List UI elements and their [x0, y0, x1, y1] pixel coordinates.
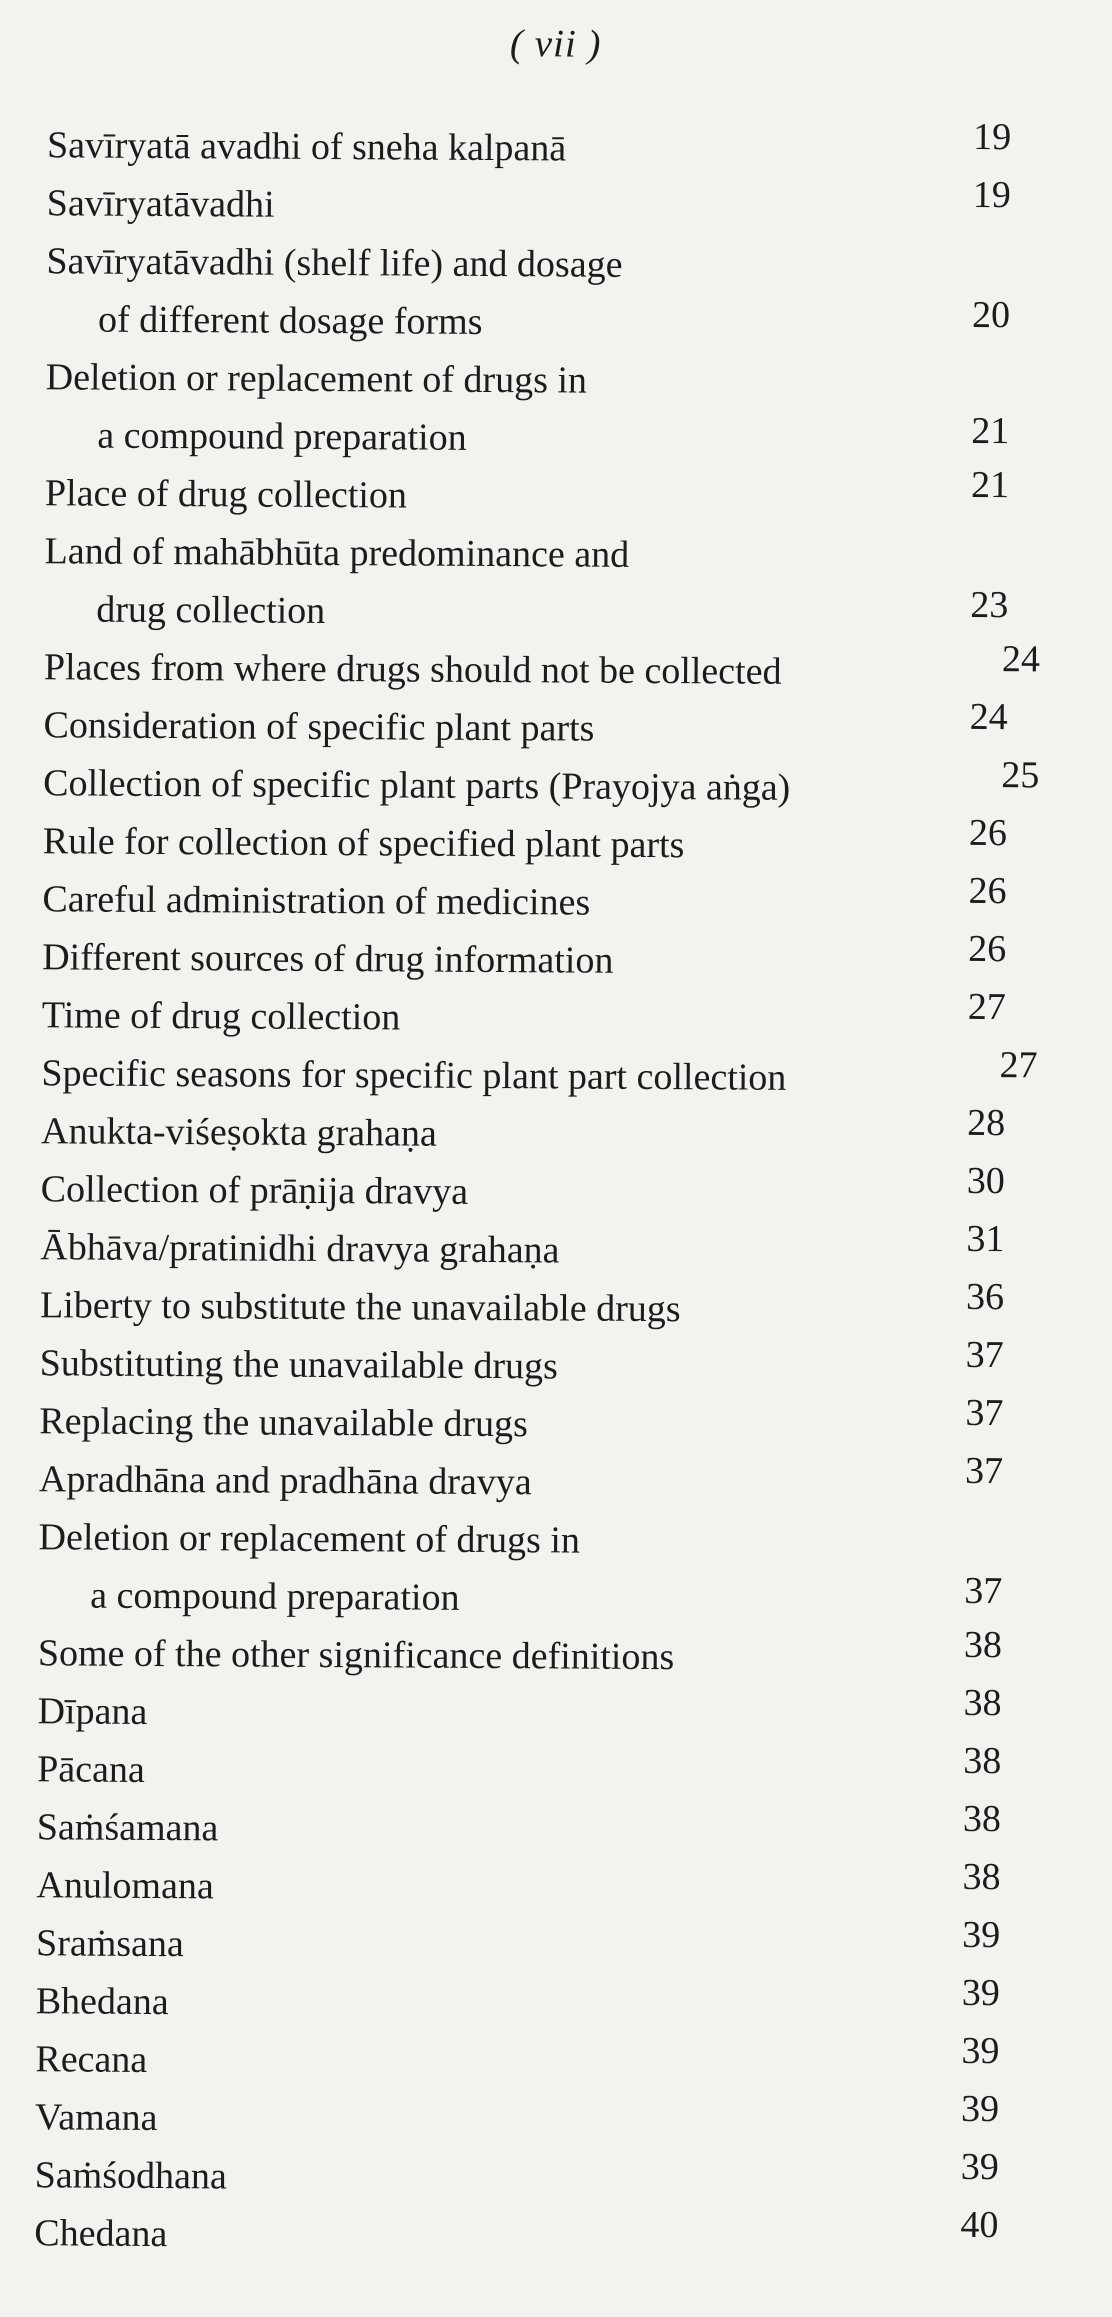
toc-entry-page: 19 [972, 173, 1011, 217]
toc-entry-page: 28 [967, 1101, 1006, 1145]
toc-entry [40, 1276, 1050, 1340]
toc-entry-page: 38 [962, 1855, 1001, 1899]
toc-entry-title: Vamana [34, 2096, 158, 2140]
toc-entry [44, 638, 1054, 702]
toc-entry-title: Specific seasons for specific plant part collection [41, 1052, 787, 1099]
toc-entry [35, 2146, 1045, 2210]
toc-entry [35, 2088, 1045, 2152]
toc-entry-page: 25 [1001, 754, 1040, 797]
toc-entry-page: 37 [965, 1391, 1004, 1435]
toc-entry-title: Savīryatāvadhi [46, 182, 275, 226]
toc-entry [42, 928, 1052, 992]
toc-entry [45, 348, 1056, 470]
toc-entry-page: 26 [968, 811, 1008, 855]
toc-entry-title: Collection of specific plant parts (Prayojya aṅga) [43, 762, 791, 809]
toc-entry-title: Place of drug collection [44, 472, 408, 517]
toc-entry-title: Recana [35, 2038, 148, 2081]
page-label: ( vii ) [509, 22, 602, 66]
toc-entry [41, 1102, 1051, 1166]
toc-entry [43, 754, 1053, 818]
toc-entry-page: 23 [970, 583, 1009, 627]
toc-entry-page: 21 [970, 463, 1010, 507]
toc-entry-page: 39 [960, 2145, 999, 2189]
toc-entry-page: 37 [964, 1569, 1003, 1613]
toc-entry-page: 39 [961, 1971, 1000, 2015]
toc-entry-title: Replacing the unavailable drugs [39, 1400, 529, 1446]
toc-entry-page: 26 [968, 869, 1007, 913]
toc-entry-title: Liberty to substitute the unavailable drugs [39, 1284, 681, 1331]
toc-entry-page: 27 [999, 1044, 1038, 1087]
toc-entry-title-line2: a compound preparation [97, 414, 467, 459]
table-of-contents [34, 116, 1057, 2268]
toc-entry-page: 39 [961, 2029, 1000, 2073]
toc-entry-title: Ābhāva/pratinidhi dravya grahaṇa [40, 1226, 560, 1272]
toc-entry-page: 36 [965, 1275, 1005, 1319]
toc-entry-title: Bhedana [35, 1980, 169, 2024]
toc-entry [41, 1044, 1051, 1108]
toc-entry-title [44, 522, 1055, 644]
toc-entry-title: Careful administration of medicines [42, 878, 591, 924]
toc-entry-title: Chedana [34, 2212, 168, 2256]
toc-entry-page: 20 [971, 293, 1011, 337]
toc-entry-title: Savīryatā avadhi of sneha kalpanā [46, 124, 567, 170]
toc-entry-title: Rule for collection of specified plant parts [42, 820, 685, 867]
toc-entry [36, 1972, 1046, 2036]
toc-entry-page: 30 [966, 1159, 1005, 1203]
toc-entry-title: Pācana [37, 1748, 145, 1791]
toc-entry-title: Consideration of specific plant parts [43, 704, 595, 750]
toc-entry-title [45, 348, 1056, 470]
toc-entry-title-line2: of different dosage forms [97, 298, 483, 343]
toc-entry-page: 26 [968, 927, 1007, 971]
toc-entry-title: Substituting the unavailable drugs [39, 1342, 559, 1388]
toc-entry-title: Different sources of drug information [42, 936, 614, 982]
toc-entry-page: 19 [973, 115, 1012, 159]
toc-entry-page: 21 [971, 409, 1010, 453]
toc-entry-title [38, 1508, 1049, 1630]
toc-entry [35, 2030, 1045, 2094]
toc-entry [47, 174, 1057, 238]
toc-entry-title: Some of the other significance definitions [37, 1632, 675, 1679]
toc-entry-page: 39 [961, 2087, 1000, 2131]
toc-entry-title: Saṁśodhana [34, 2154, 227, 2198]
toc-entry-title: Places from where drugs should not be collected [43, 646, 782, 693]
toc-entry-page: 37 [965, 1333, 1004, 1377]
toc-entry [39, 1334, 1049, 1398]
toc-entry [41, 1160, 1051, 1224]
toc-entry [37, 1798, 1047, 1862]
toc-entry [37, 1682, 1047, 1746]
toc-entry-title-line1: Savīryatāvadhi (shelf life) and dosage [46, 240, 623, 286]
toc-entry-page: 24 [969, 695, 1008, 739]
toc-entry [45, 464, 1055, 528]
toc-entry [34, 2204, 1044, 2268]
toc-entry [43, 812, 1053, 876]
toc-entry-page: 39 [962, 1913, 1001, 1957]
toc-entry-title [46, 232, 1057, 354]
toc-entry-page: 24 [1001, 638, 1041, 681]
toc-entry-title: Sraṁsana [36, 1922, 184, 1966]
toc-entry-page: 27 [967, 985, 1006, 1029]
toc-entry [36, 1914, 1046, 1978]
toc-entry-page: 38 [963, 1623, 1003, 1667]
toc-entry-page: 37 [964, 1449, 1004, 1493]
toc-entry-title-line2: drug collection [96, 588, 326, 632]
toc-entry-title: Anulomana [36, 1864, 214, 1908]
toc-entry [40, 1218, 1050, 1282]
toc-entry [42, 986, 1052, 1050]
toc-entry-title-line2: a compound preparation [90, 1574, 460, 1619]
toc-entry-page: 38 [963, 1739, 1002, 1783]
toc-entry-title-line1: Land of mahābhūta predominance and [44, 530, 630, 576]
toc-entry [38, 1624, 1048, 1688]
toc-entry [39, 1392, 1049, 1456]
toc-entry-title: Anukta-viśeṣokta grahaṇa [40, 1110, 437, 1155]
toc-entry-title: Saṁśamana [36, 1806, 219, 1850]
toc-entry-page: 38 [962, 1797, 1002, 1841]
toc-entry-title: Dīpana [37, 1690, 148, 1733]
toc-entry [43, 696, 1053, 760]
toc-entry-page: 40 [960, 2203, 999, 2247]
toc-entry [42, 870, 1052, 934]
toc-entry [39, 1450, 1049, 1514]
toc-entry [47, 116, 1057, 180]
toc-entry-title: Time of drug collection [41, 994, 401, 1039]
toc-entry-page: 31 [966, 1217, 1005, 1261]
toc-entry [46, 232, 1057, 354]
toc-entry [38, 1508, 1049, 1630]
toc-entry-title: Apradhāna and pradhāna dravya [38, 1458, 532, 1504]
toc-entry-page: 38 [963, 1681, 1002, 1725]
toc-entry [36, 1856, 1046, 1920]
toc-entry-title-line1: Deletion or replacement of drugs in [45, 356, 588, 402]
toc-entry [37, 1740, 1047, 1804]
toc-entry-title-line1: Deletion or replacement of drugs in [38, 1516, 581, 1562]
toc-entry [44, 522, 1055, 644]
toc-entry-title: Collection of prāṇija dravya [40, 1168, 469, 1213]
